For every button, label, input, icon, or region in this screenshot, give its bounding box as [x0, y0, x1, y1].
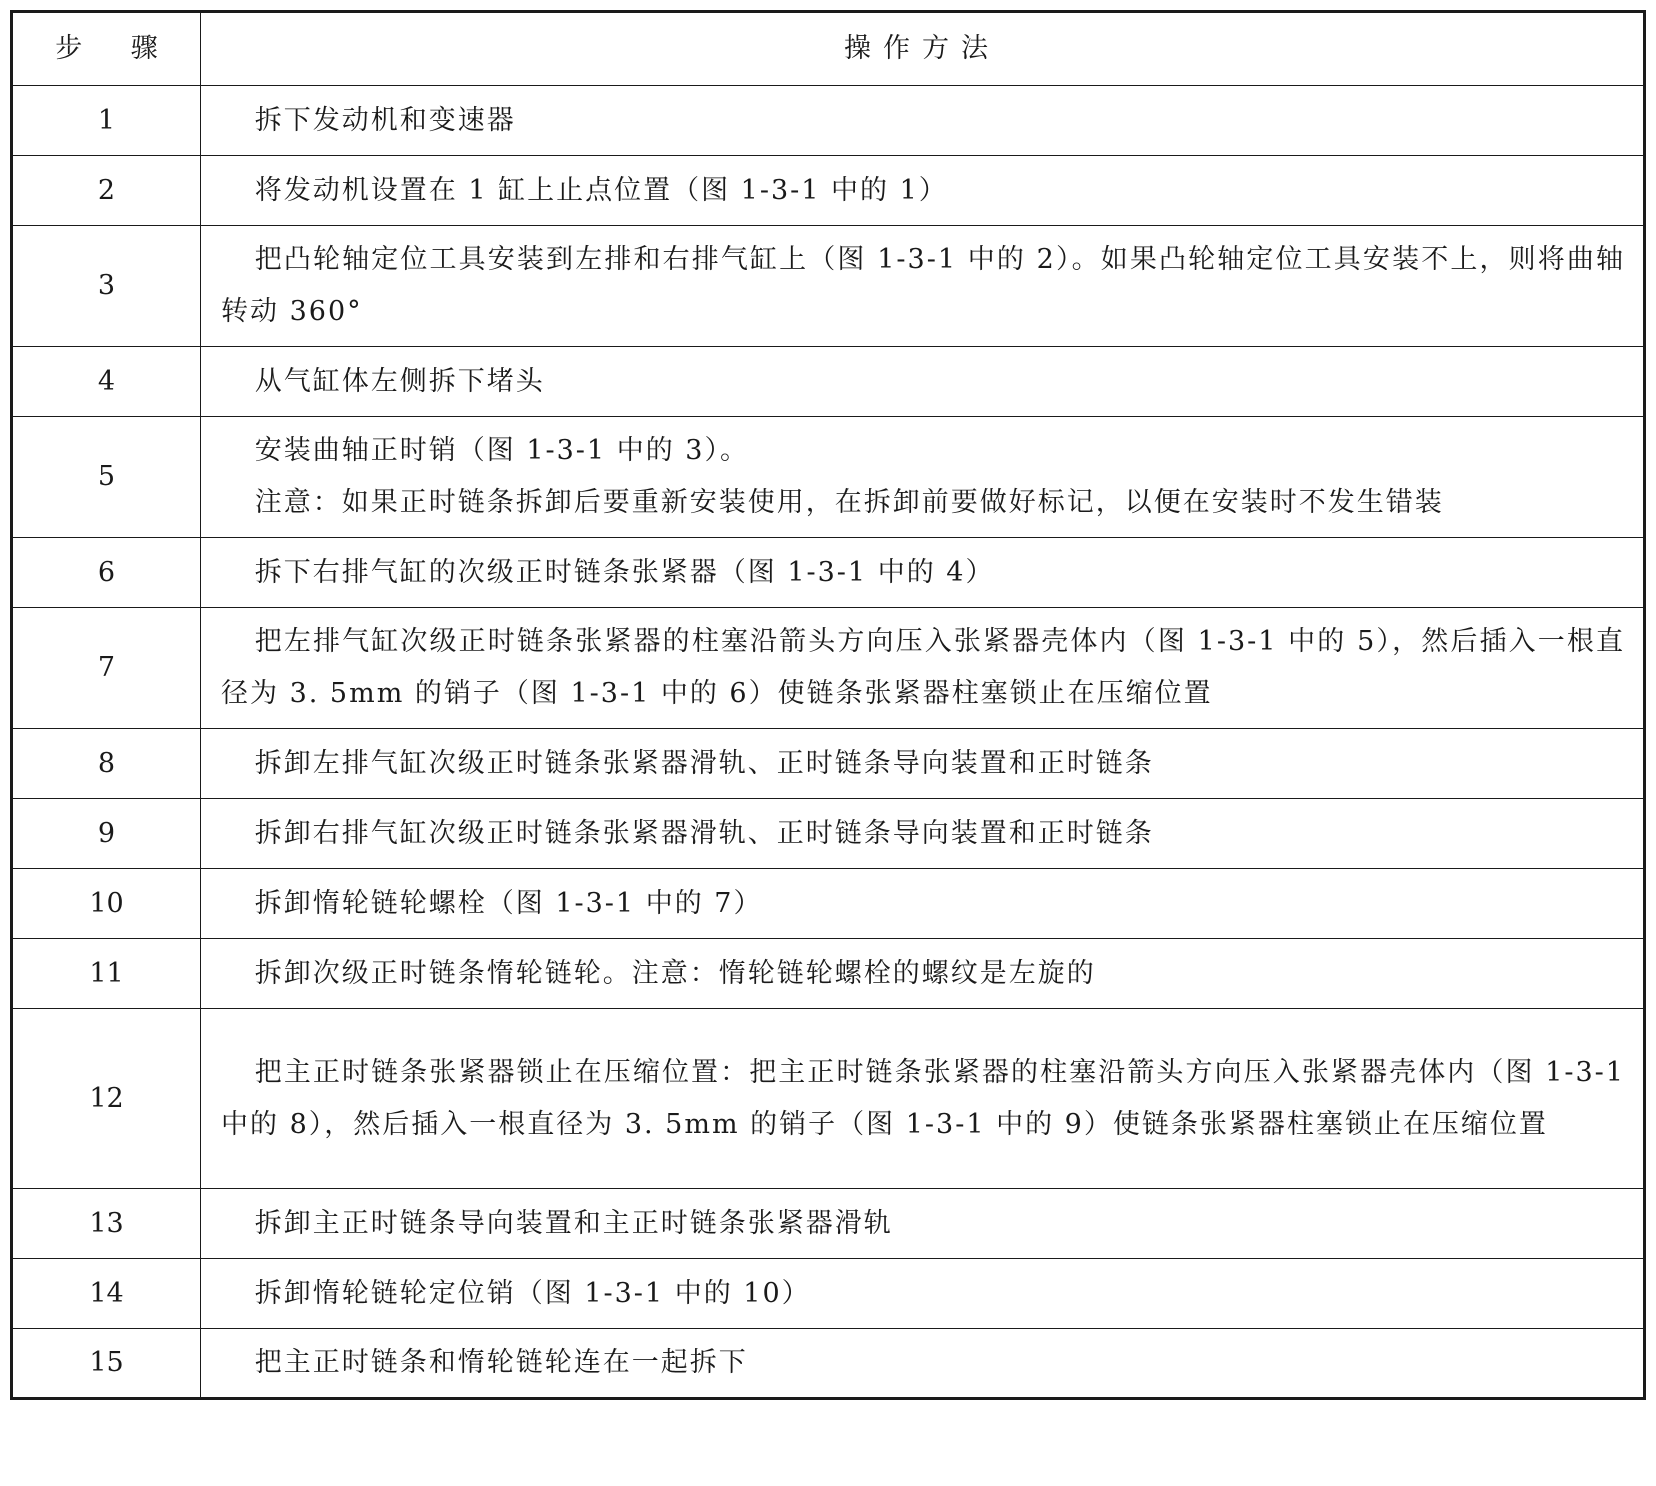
step-method-cell	[201, 729, 1645, 799]
method-text: 拆卸主正时链条导向装置和主正时链条张紧器滑轨	[254, 1207, 893, 1239]
table-row	[12, 1329, 1645, 1399]
method-text: 把凸轮轴定位工具安装到左排和右排气缸上（图 1-3-1 中的 2）。如果凸轮轴定位工具安装不上，则将曲轴转动 360°	[221, 244, 1625, 327]
table-row	[12, 799, 1645, 869]
step-method-cell	[201, 799, 1645, 869]
step-method-cell	[201, 1259, 1645, 1329]
step-number-cell: 9	[12, 799, 201, 869]
step-method-cell	[201, 1189, 1645, 1259]
method-text: 把主正时链条和惰轮链轮连在一起拆下	[254, 1347, 748, 1378]
table-row	[12, 347, 1645, 417]
step-number-cell: 3	[12, 226, 201, 347]
method-text: 拆卸次级正时链条惰轮链轮。注意：惰轮链轮螺栓的螺纹是左旋的	[254, 957, 1096, 989]
step-method-cell	[201, 538, 1645, 608]
method-text: 拆卸惰轮链轮定位销（图 1-3-1 中的 10）	[254, 1277, 811, 1309]
step-number-cell: 14	[12, 1259, 201, 1329]
step-number-cell: 10	[12, 869, 201, 939]
step-number-cell: 4	[12, 347, 201, 417]
procedure-table-wrapper	[10, 10, 1646, 1400]
table-row	[12, 156, 1645, 226]
step-number-cell: 7	[12, 608, 201, 729]
table-row	[12, 1009, 1645, 1189]
header-row	[12, 12, 1645, 86]
step-method-cell	[201, 156, 1645, 226]
table-header	[12, 12, 1645, 86]
step-method-cell	[201, 608, 1645, 729]
step-method-cell	[201, 1329, 1645, 1399]
method-text: 将发动机设置在 1 缸上止点位置（图 1-3-1 中的 1）	[254, 174, 948, 206]
table-row	[12, 869, 1645, 939]
table-row	[12, 417, 1645, 538]
step-number-cell: 5	[12, 417, 201, 538]
step-column-header: 步 骤	[12, 12, 201, 86]
method-text: 注意：如果正时链条拆卸后要重新安装使用，在拆卸前要做好标记，以便在安装时不发生错装	[254, 487, 1444, 518]
method-text: 把左排气缸次级正时链条张紧器的柱塞沿箭头方向压入张紧器壳体内（图 1-3-1 中的 5），然后插入一根直径为 3. 5mm 的销子（图 1-3-1 中的 6）使链条张紧器柱塞锁止在压缩位置	[221, 626, 1625, 709]
method-text: 拆下右排气缸的次级正时链条张紧器（图 1-3-1 中的 4）	[254, 556, 995, 588]
method-text: 安装曲轴正时销（图 1-3-1 中的 3）。	[254, 435, 749, 466]
table-row	[12, 1259, 1645, 1329]
step-number-cell: 13	[12, 1189, 201, 1259]
step-method-cell	[201, 939, 1645, 1009]
table-row	[12, 86, 1645, 156]
table-row	[12, 1189, 1645, 1259]
step-method-cell	[201, 869, 1645, 939]
method-text: 拆下发动机和变速器	[254, 104, 516, 136]
table-row	[12, 226, 1645, 347]
method-text: 从气缸体左侧拆下堵头	[254, 365, 545, 397]
method-text: 拆卸右排气缸次级正时链条张紧器滑轨、正时链条导向装置和正时链条	[254, 817, 1154, 849]
step-method-cell	[201, 417, 1645, 538]
method-column-header: 操作方法	[201, 12, 1645, 86]
step-number-cell: 15	[12, 1329, 201, 1399]
step-method-cell	[201, 86, 1645, 156]
step-method-cell	[201, 347, 1645, 417]
table-row	[12, 729, 1645, 799]
step-method-cell	[201, 1009, 1645, 1189]
method-text: 拆卸惰轮链轮螺栓（图 1-3-1 中的 7）	[254, 887, 763, 919]
table-row	[12, 538, 1645, 608]
step-number-cell: 6	[12, 538, 201, 608]
table-row	[12, 939, 1645, 1009]
table-row	[12, 608, 1645, 729]
step-number-cell: 11	[12, 939, 201, 1009]
method-text: 把主正时链条张紧器锁止在压缩位置：把主正时链条张紧器的柱塞沿箭头方向压入张紧器壳体内（图 1-3-1 中的 8），然后插入一根直径为 3. 5mm 的销子（图 1-3-1 中的 9）使链条张紧器柱塞锁止在压缩位置	[221, 1056, 1625, 1140]
method-text: 拆卸左排气缸次级正时链条张紧器滑轨、正时链条导向装置和正时链条	[254, 747, 1154, 779]
table-body	[12, 86, 1645, 1399]
procedure-table	[10, 10, 1646, 1400]
step-number-cell: 8	[12, 729, 201, 799]
step-number-cell: 12	[12, 1009, 201, 1189]
step-method-cell	[201, 226, 1645, 347]
step-number-cell: 2	[12, 156, 201, 226]
step-number-cell: 1	[12, 86, 201, 156]
